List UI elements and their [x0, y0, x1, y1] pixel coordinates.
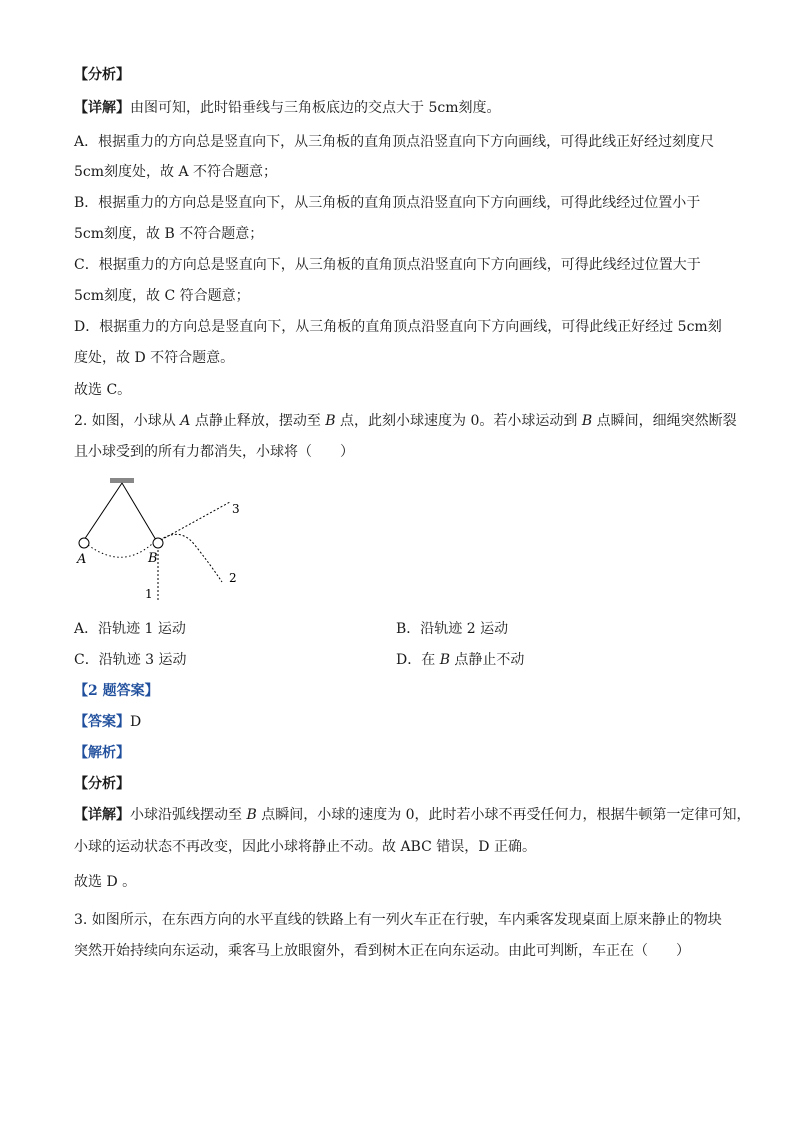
q2-analysis-heading: 【分析】	[74, 776, 130, 792]
ball-at-a	[79, 538, 89, 548]
pendulum-figure	[72, 472, 252, 604]
q2-conclusion: 故选 D 。	[74, 874, 137, 890]
q1-option-a-line1: A．根据重力的方向总是竖直向下，从三角板的直角顶点沿竖直向下方向画线，可得此线正好经过刻度尺	[74, 134, 715, 150]
q1-detail-text: 由图可知，此时铅垂线与三角板底边的交点大于 5cm刻度。	[130, 100, 501, 116]
q1-option-d-line2: 度处，故 D 不符合题意。	[74, 350, 235, 366]
q2-choice-b: B．沿轨迹 2 运动	[396, 621, 509, 637]
ceiling-support	[110, 478, 134, 483]
trajectory-2	[160, 534, 222, 582]
q2-stem-line2: 且小球受到的所有力都消失，小球将（ ）	[74, 444, 354, 460]
q1-detail	[74, 99, 500, 117]
q2-detail-point-b: B	[246, 807, 257, 823]
q2-detail-part: 点瞬间，小球的速度为 0，此时若小球不再受任何力，根据牛顿第一定律可知，	[256, 807, 751, 823]
q2-explain-heading: 【解析】	[74, 745, 130, 761]
q1-analysis-heading: 【分析】	[74, 67, 130, 83]
label-a: A	[77, 552, 87, 567]
q2-detail-line2: 小球的运动状态不再改变，因此小球将静止不动。故 ABC 错误，D 正确。	[74, 839, 536, 855]
q2-answer-tag: 【答案】	[74, 714, 130, 730]
q2-choice-d	[396, 651, 524, 669]
q3-stem-line1: 3. 如图所示，在东西方向的水平直线的铁路上有一列火车正在行驶，车内乘客发现桌面上原来静止的物块	[74, 912, 722, 928]
q2-answer	[74, 713, 141, 731]
q1-option-b-line2: 5cm刻度，故 B 不符合题意；	[74, 226, 264, 242]
q2-answer-value: D	[130, 714, 142, 730]
q1-option-b-line1: B．根据重力的方向总是竖直向下，从三角板的直角顶点沿竖直向下方向画线，可得此线经过位置小于	[74, 195, 701, 211]
label-3: 3	[232, 502, 240, 516]
q1-option-a-line2: 5cm刻度处，故 A 不符合题意；	[74, 164, 278, 180]
string-to-b	[122, 483, 156, 540]
q2-stem-point-a: A	[180, 413, 191, 429]
q2-stem-line1	[74, 412, 737, 430]
q1-option-d-line1: D．根据重力的方向总是竖直向下，从三角板的直角顶点沿竖直向下方向画线，可得此线正好经过 5cm刻	[74, 319, 722, 335]
q1-detail-tag: 【详解】	[74, 100, 130, 116]
q2-stem-point-b: B	[325, 413, 336, 429]
label-1: 1	[145, 587, 153, 601]
q2-answer-section: 【2 题答案】	[74, 683, 159, 699]
q2-stem-part: 点，此刻小球速度为 0。若小球运动到	[335, 413, 582, 429]
q2-stem-part: 点静止释放，摆动至	[190, 413, 326, 429]
trajectory-3	[161, 502, 230, 540]
string-to-a	[84, 483, 122, 540]
q2-choice-c: C．沿轨迹 3 运动	[74, 652, 187, 668]
q1-option-c-line1: C．根据重力的方向总是竖直向下，从三角板的直角顶点沿竖直向下方向画线，可得此线经过位置大于	[74, 257, 701, 273]
q2-stem-part: 2. 如图，小球从	[74, 413, 181, 429]
q2-choice-d-part: 点静止不动	[449, 652, 525, 668]
q2-choice-d-part: D．在	[396, 652, 440, 668]
q2-stem-point-b: B	[581, 413, 593, 429]
q3-stem-line2: 突然开始持续向东运动，乘客马上放眼窗外，看到树木正在向东运动。由此可判断，车正在（ ）	[74, 943, 690, 959]
swing-arc	[88, 544, 152, 557]
ball-at-b	[153, 538, 163, 548]
q1-option-c-line2: 5cm刻度，故 C 符合题意；	[74, 288, 250, 304]
q2-stem-part: 点瞬间，细绳突然断裂	[592, 413, 737, 429]
q2-detail-tag: 【详解】	[74, 807, 130, 823]
q2-detail-part: 小球沿弧线摆动至	[130, 807, 247, 823]
q2-choice-d-point-b: B	[439, 652, 450, 668]
q2-detail-line1	[74, 806, 751, 824]
label-b: B	[148, 551, 158, 566]
q1-conclusion: 故选 C。	[74, 382, 132, 398]
label-2: 2	[229, 571, 237, 585]
q2-choice-a: A．沿轨迹 1 运动	[74, 621, 186, 637]
